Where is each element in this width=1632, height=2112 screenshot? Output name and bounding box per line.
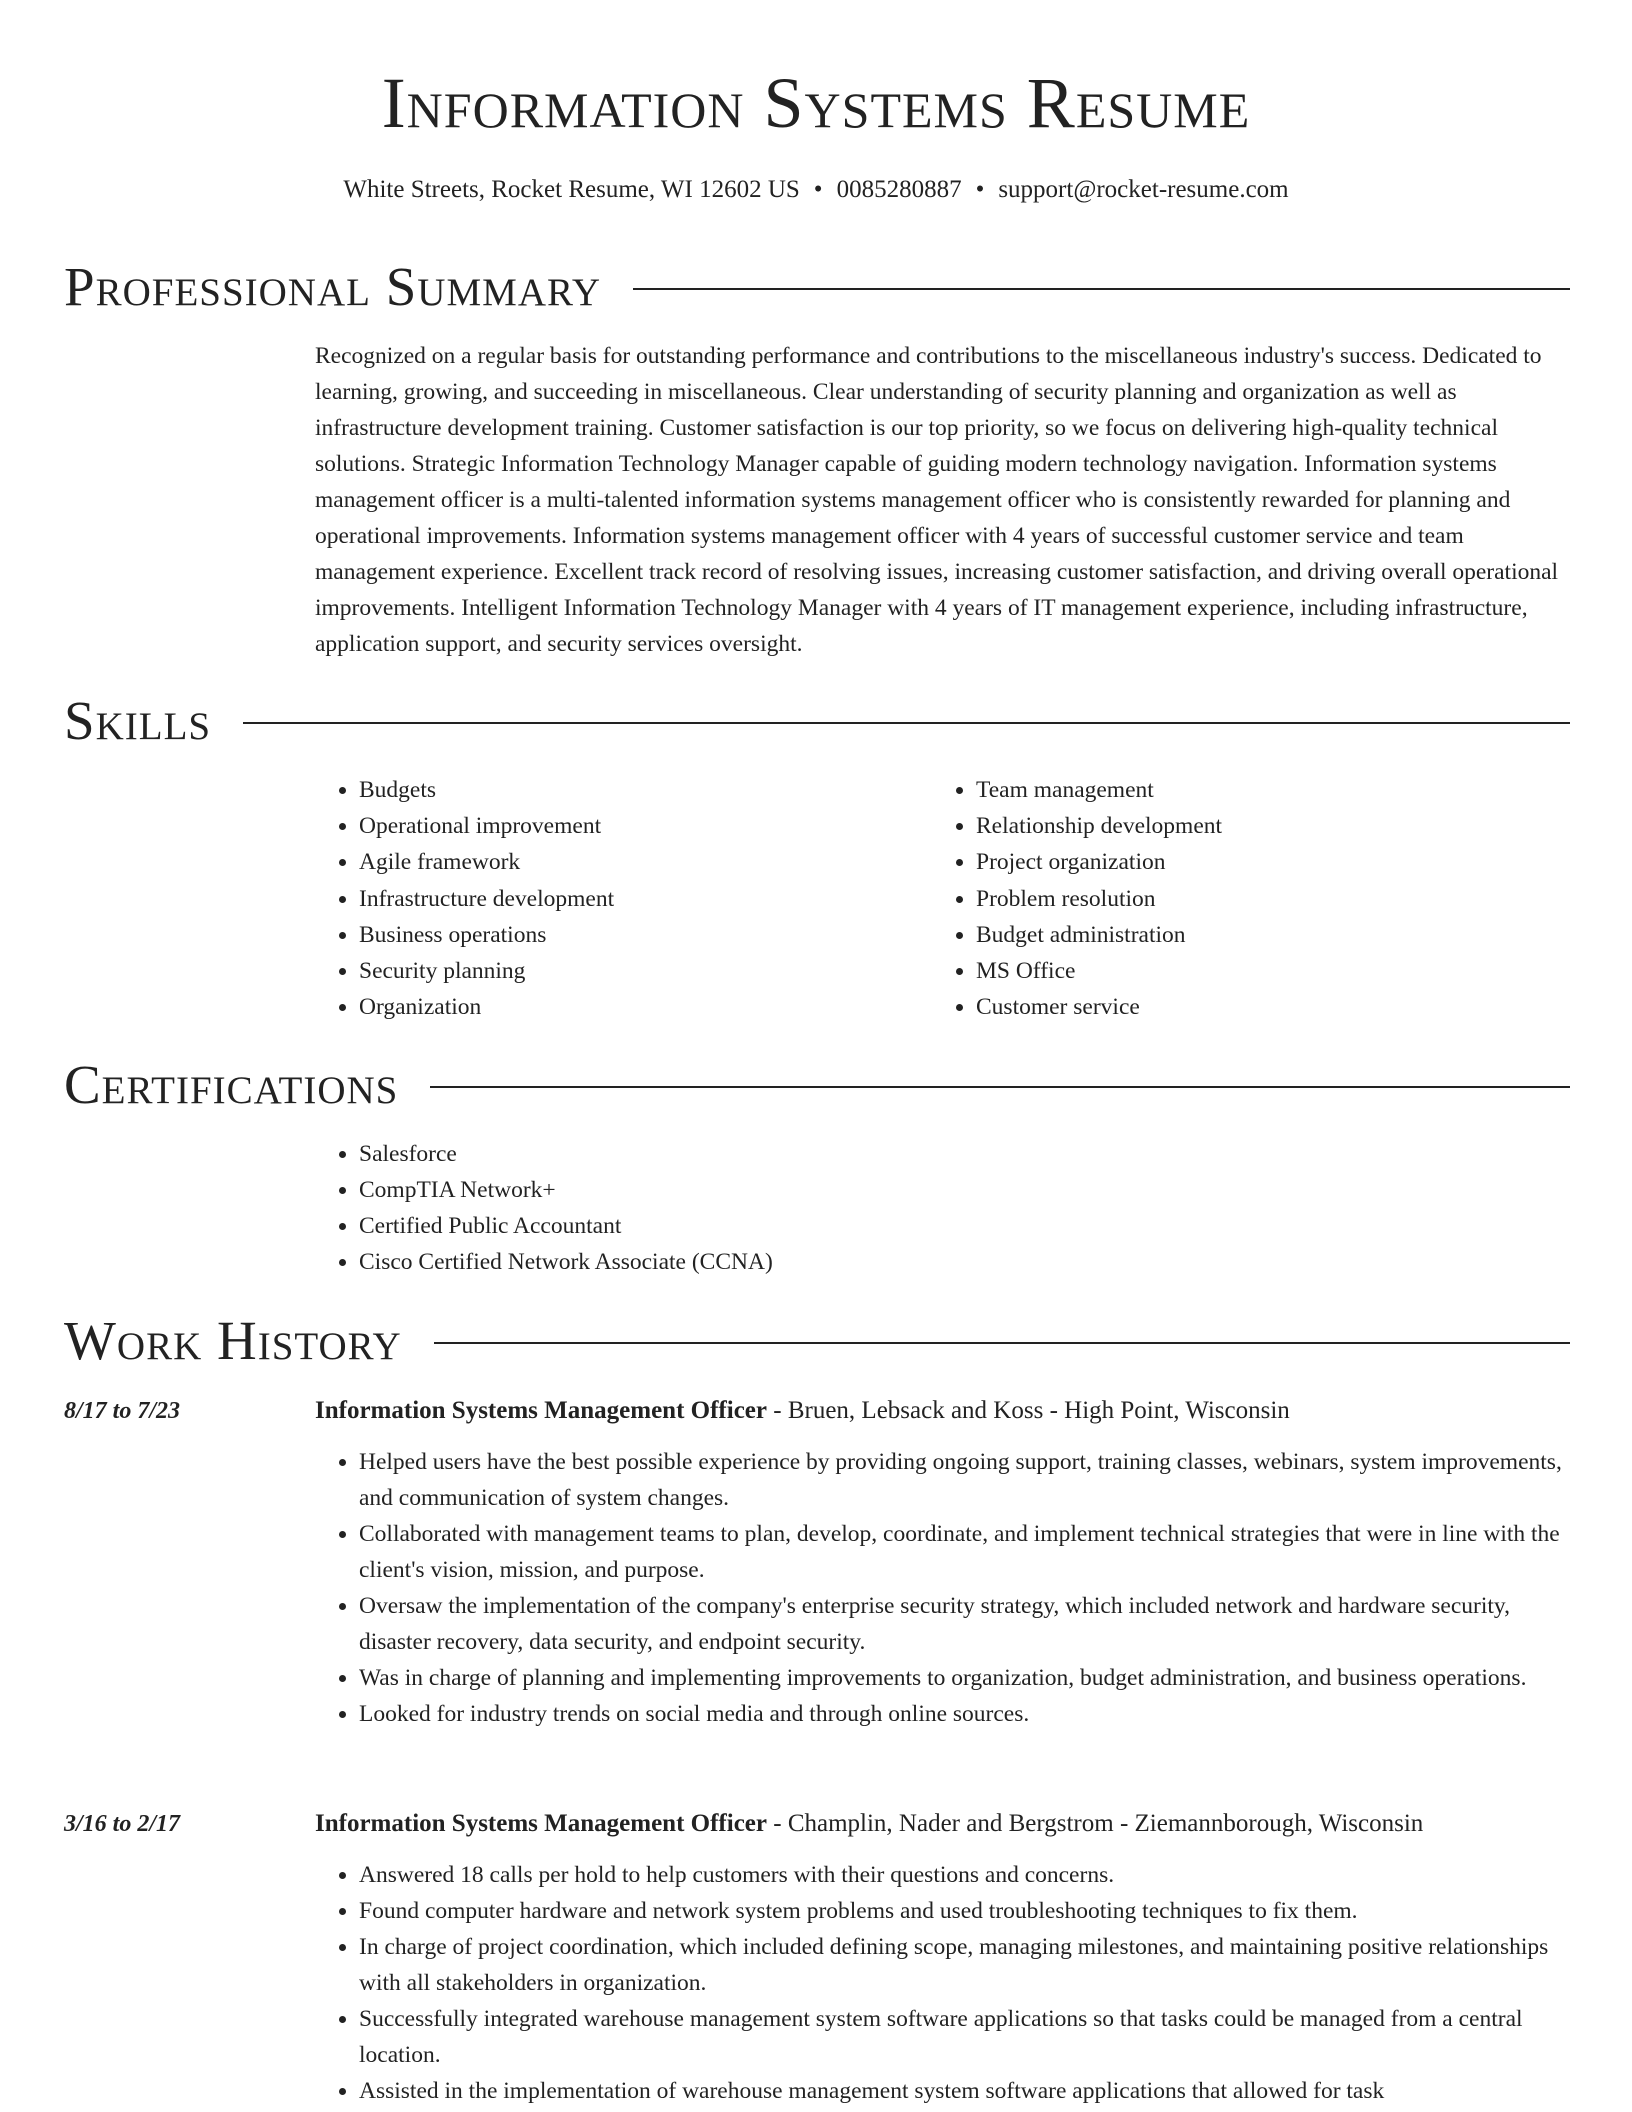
skill-item: • Security planning xyxy=(359,953,915,989)
job-bullet: • Successfully integrated warehouse management system software applications so that tasks could be managed from a central location. xyxy=(359,2001,1570,2073)
job-bullet: • Looked for industry trends on social media and through online sources. xyxy=(359,1696,1570,1732)
section-header-skills xyxy=(64,686,1570,756)
contact-separator: • xyxy=(813,176,823,203)
section-divider xyxy=(243,722,1570,724)
job-bullet: • Assisted in the implementation of warehouse management system software applications that allowed for task xyxy=(359,2073,1570,2109)
section-header-certifications xyxy=(64,1050,1570,1120)
job-bullet: • Helped users have the best possible experience by providing ongoing support, training classes, webinars, system improvements, and communication of system changes. xyxy=(359,1444,1570,1516)
job-employer: - Bruen, Lebsack and Koss - High Point, Wisconsin xyxy=(767,1397,1290,1424)
skill-item: • Organization xyxy=(359,989,915,1025)
section-divider xyxy=(633,288,1570,290)
job-title: Information Systems Management Officer xyxy=(315,1810,767,1837)
certification-item: • Salesforce xyxy=(359,1136,1565,1172)
job-bullet: • Found computer hardware and network system problems and used troubleshooting techniques to fix them. xyxy=(359,1893,1570,1929)
job-dates: 3/16 to 2/17 xyxy=(64,1811,181,1837)
section-title-skills: Skills xyxy=(64,690,212,751)
job-responsibilities xyxy=(315,1857,1570,2109)
job-header xyxy=(315,1806,1570,1842)
section-divider xyxy=(430,1086,1570,1088)
page-title: Information Systems Resume xyxy=(381,63,1251,143)
job-title: Information Systems Management Officer xyxy=(315,1397,767,1424)
skill-item: • Infrastructure development xyxy=(359,881,915,917)
section-title-certifications: Certifications xyxy=(64,1054,399,1115)
job-bullet: • Collaborated with management teams to plan, develop, coordinate, and implement technical strategies that were in line with the client's vision, mission, and purpose. xyxy=(359,1516,1570,1588)
section-header-summary xyxy=(64,252,1570,322)
skill-item: • Agile framework xyxy=(359,844,915,880)
section-title-work-history: Work History xyxy=(64,1310,402,1371)
section-title-summary: Professional Summary xyxy=(64,256,602,317)
section-header-work-history xyxy=(64,1306,1570,1376)
job-employer: - Champlin, Nader and Bergstrom - Ziemannborough, Wisconsin xyxy=(767,1810,1424,1837)
skill-item: • Budget administration xyxy=(976,917,1532,953)
skills-list-left xyxy=(315,772,915,1025)
certification-item: • CompTIA Network+ xyxy=(359,1172,1565,1208)
skill-item: • Team management xyxy=(976,772,1532,808)
skill-item: • Budgets xyxy=(359,772,915,808)
skill-item: • Project organization xyxy=(976,844,1532,880)
contact-email: support@rocket-resume.com xyxy=(998,176,1289,203)
job-bullet: • In charge of project coordination, which included defining scope, managing milestones, and maintaining positive relationships with all stakeholders in organization. xyxy=(359,1929,1570,2001)
skill-item: • Problem resolution xyxy=(976,881,1532,917)
job-bullet: • Answered 18 calls per hold to help customers with their questions and concerns. xyxy=(359,1857,1570,1893)
contact-line xyxy=(0,172,1632,208)
section-divider xyxy=(434,1342,1570,1344)
skills-list-right xyxy=(932,772,1532,1025)
job-bullet: • Oversaw the implementation of the company's enterprise security strategy, which included network and hardware security, disaster recovery, data security, and endpoint security. xyxy=(359,1588,1570,1660)
contact-address: White Streets, Rocket Resume, WI 12602 US xyxy=(343,176,800,203)
job-responsibilities xyxy=(315,1444,1570,1732)
job-dates: 8/17 to 7/23 xyxy=(64,1398,181,1424)
skill-item: • MS Office xyxy=(976,953,1532,989)
certifications-list xyxy=(315,1136,1565,1280)
contact-phone: 0085280887 xyxy=(836,176,962,203)
skill-item: • Operational improvement xyxy=(359,808,915,844)
summary-text: Recognized on a regular basis for outstanding performance and contributions to the miscellaneous industry's success. Dedicated to learning, growing, and succeeding in miscellaneous. Clear understanding of security planning and organization as well as infrastructure development training. Customer satisfaction is our top priority, so we focus on delivering high-quality technical solutions. Strategic Information Technology Manager capable of guiding modern technology navigation. Information systems management officer is a multi-talented information systems management officer who is consistently rewarded for planning and operational improvements. Information systems management officer with 4 years of successful customer service and team management experience. Excellent track record of resolving issues, increasing customer satisfaction, and driving overall operational improvements. Intelligent Information Technology Manager with 4 years of IT management experience, including infrastructure, application support, and security services oversight. xyxy=(315,343,1559,657)
skill-item: • Relationship development xyxy=(976,808,1532,844)
certification-item: • Certified Public Accountant xyxy=(359,1208,1565,1244)
job-bullet: • Was in charge of planning and implementing improvements to organization, budget administration, and business operations. xyxy=(359,1660,1570,1696)
contact-separator: • xyxy=(975,176,985,203)
certification-item: • Cisco Certified Network Associate (CCNA) xyxy=(359,1244,1565,1280)
skill-item: • Business operations xyxy=(359,917,915,953)
job-header xyxy=(315,1393,1570,1429)
skill-item: • Customer service xyxy=(976,989,1532,1025)
